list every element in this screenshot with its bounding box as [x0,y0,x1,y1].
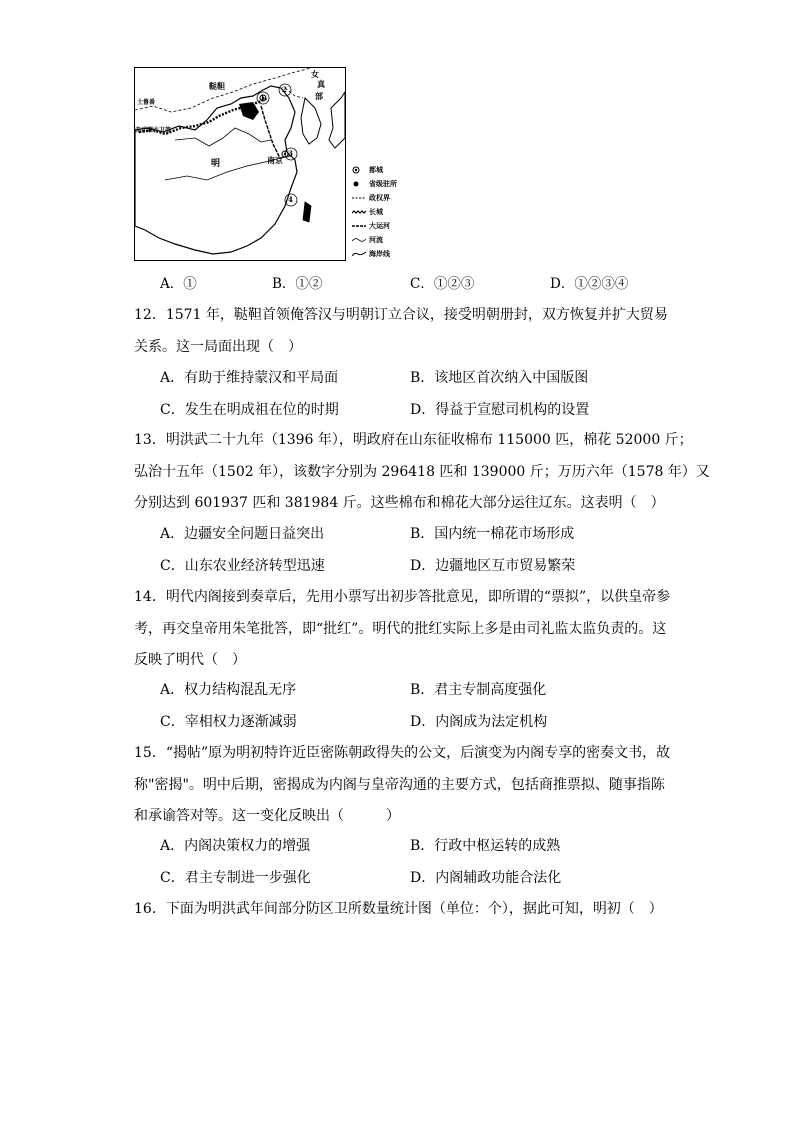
ming-dynasty-map [134,67,346,261]
legend-row: 长城 [352,206,432,218]
question-12-line: 12．1571 年，鞑靼首领俺答汉与明朝订立合议，接受明朝册封，双方恢复并扩大贸易 [134,307,668,323]
legend-row: 省级驻所 [352,178,432,190]
site-1-number: 1 [260,93,265,102]
site-4-number: 4 [288,195,293,204]
question-15-line: 15．“揭帖”原为明初特许近臣密陈朝政得失的公文，后演变为内阁专享的密奏文书，故 [134,745,671,761]
question-14-line: 考，再交皇帝用朱笔批答，即“批红”。明代的批红实际上多是由司礼监太监负责的。这 [134,620,667,637]
label-nvzhen: 女 [311,69,319,79]
q12-option-c[interactable]: C．发生在明成祖在位的时期 [160,402,339,418]
q13-option-a[interactable]: A．边疆安全问题日益突出 [160,526,325,542]
q13-option-c[interactable]: C．山东农业经济转型迅速 [160,558,325,574]
label-nvzhen-2: 真 [317,79,325,89]
legend-row: 海岸线 [352,248,432,260]
question-14-line: 反映了明代（ ） [134,652,246,668]
question-15-line: 和承谕答对等。这一变化反映出（ ） [134,808,400,824]
question-13 [134,425,710,520]
q15-option-d[interactable]: D．内阁辅政功能合法化 [410,870,562,886]
legend-row: 都城 [352,164,432,176]
label-nvzhen-3: 部 [315,91,323,101]
q13-option-b[interactable]: B．国内统一棉花市场形成 [410,526,575,542]
question-13-line: 13．明洪武二十九年（1396 年），明政府在山东征收棉布 115000 匹，棉花 52000 斤； [134,432,693,448]
map-drawing [135,68,345,260]
great-wall-icon [352,208,366,216]
q14-option-c[interactable]: C．宰相权力逐渐减弱 [160,714,297,730]
q15-option-b[interactable]: B．行政中枢运转的成熟 [410,838,561,854]
q15-option-c[interactable]: C．君主专制进一步强化 [160,870,311,886]
q11-option-b[interactable]: B．①② [272,276,323,292]
q14-option-d[interactable]: D．内阁成为法定机构 [410,714,548,730]
question-13-line: 分别达到 601937 匹和 381984 斤。这些棉布和棉花大部分运往辽东。这表明（ ） [134,495,665,511]
label-nanjing: 南京 [267,155,283,165]
label-chijin: 赤斤蒙古卫等 [135,127,172,134]
q12-option-b[interactable]: B．该地区首次纳入中国版图 [410,370,589,386]
legend-row: 河流 [352,234,432,246]
q15-option-a[interactable]: A．内阁决策权力的增强 [160,838,311,854]
question-15-line: 称"密揭"。明中后期，密揭成为内阁与皇帝沟通的主要方式，包括商推票拟、随事指陈 [134,776,665,793]
question-16-line: 16．下面为明洪武年间部分防区卫所数量统计图（单位：个），据此可知，明初（ ） [134,901,663,917]
border-line-icon [352,194,366,202]
mainland-coastline [135,86,297,254]
coastline-icon [352,250,366,258]
label-ming: 明 [211,159,221,169]
label-tulufan: 土鲁番 [137,99,156,106]
q13-option-d[interactable]: D．边疆地区互市贸易繁荣 [410,558,576,574]
question-14-line: 14．明代内阁接到奏章后，先用小票写出初步答批意见，即所谓的“票拟”，以供皇帝参 [134,589,671,605]
q12-option-a[interactable]: A．有助于维持蒙汉和平局面 [160,370,339,386]
q14-option-b[interactable]: B．君主专制高度强化 [410,682,547,698]
site-2-number: 2 [282,85,287,94]
river-icon [352,236,366,244]
legend-row: 政权界 [352,192,432,204]
question-12-line: 关系。这一局面出现（ ） [134,338,302,355]
yellow-river [175,128,271,146]
site-3-number: 3 [288,149,293,158]
q12-option-d[interactable]: D．得益于宣慰司机构的设置 [410,402,590,418]
grand-canal-line [261,106,279,156]
taiwan-island [303,202,311,222]
provincial-seat-icon [352,180,366,188]
q14-option-a[interactable]: A．权力结构混乱无序 [160,682,297,698]
capital-icon [352,166,366,174]
legend-row: 大运河 [352,220,432,232]
question-12 [134,300,668,363]
label-dada: 鞑靼 [209,81,225,91]
q11-option-d[interactable]: D．①②③④ [550,276,629,292]
question-16 [134,894,664,926]
question-15 [134,738,671,833]
q11-option-c[interactable]: C．①②③ [410,276,475,292]
japan-coastline [329,92,345,148]
q11-option-a[interactable]: A．① [160,276,197,292]
question-13-line: 弘治十五年（1502 年），该数字分别为 296418 匹和 139000 斤；万历六年（1578 年）又 [134,463,710,480]
question-14 [134,582,671,677]
grand-canal-icon [352,222,366,230]
korea-coastline [301,98,321,144]
bohai-sea [239,102,259,120]
